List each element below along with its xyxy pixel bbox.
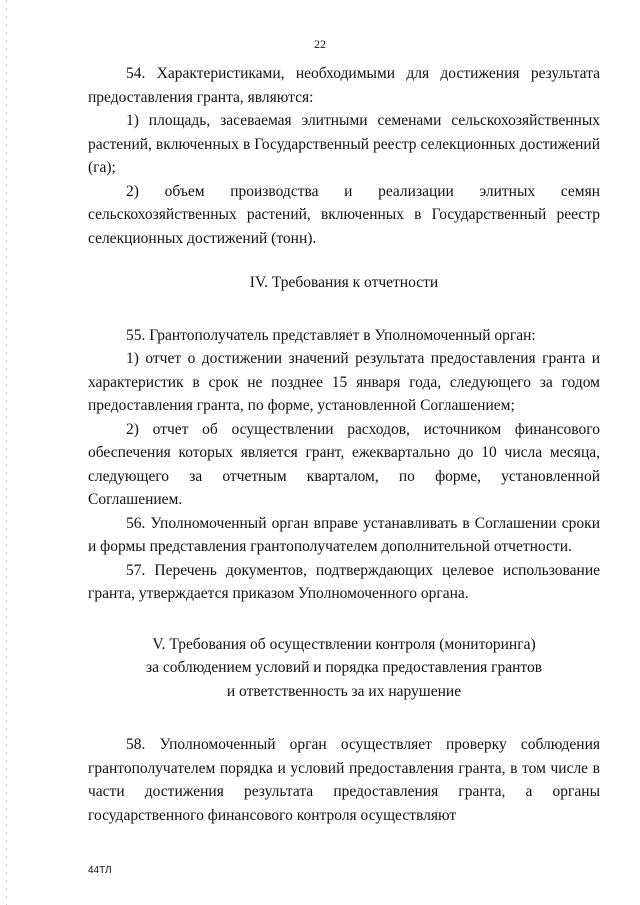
paragraph-54-item-2: 2) объем производства и реализации элитных семян сельскохозяйственных растений, включенных в Государственный реестр селекционных достижений (тонн). bbox=[88, 182, 600, 247]
paragraph-55-item-2: 2) отчет об осуществлении расходов, источником финансового обеспечения которых является грант, ежеквартально до 10 числа месяца, следующего за отчетным кварталом, по форме, установленной Соглашением. bbox=[88, 420, 600, 508]
paragraph-54-item-1: 1) площадь, засеваемая элитными семенами сельскохозяйственных растений, включенных в Государственный реестр селекционных достижений (га); bbox=[88, 112, 600, 176]
section-iv-heading: IV. Требования к отчетности bbox=[249, 274, 439, 291]
section-v-heading-line-1: V. Требования об осуществлении контроля (мониторинга) bbox=[152, 635, 536, 653]
paragraph-58: 58. Уполномоченный орган осуществляет проверку соблюдения грантополучателем порядка и условий предоставления гранта, в том числе в части достижения результата предоставления гранта, а органы государственного финансового контроля осуществляют bbox=[88, 736, 600, 824]
paragraph-57: 57. Перечень документов, подтверждающих целевое использование гранта, утверждается приказом Уполномоченного органа. bbox=[88, 561, 600, 602]
paragraph-55-item-1: 1) отчет о достижении значений результата предоставления гранта и характеристик в срок не позднее 15 января года, следующего за годом предоставления гранта, по форме, установленной Соглашением; bbox=[88, 350, 600, 414]
section-v-heading-line-3: и ответственность за их нарушение bbox=[226, 682, 462, 700]
section-v-heading-line-2: за соблюдением условий и порядка предоставления грантов bbox=[145, 659, 543, 676]
paragraph-54: 54. Характеристиками, необходимыми для достижения результата предоставления гранта, являются: bbox=[88, 65, 600, 106]
paragraph-56: 56. Уполномоченный орган вправе устанавливать в Соглашении сроки и формы представления грантополучателем дополнительной отчетности. bbox=[88, 514, 600, 555]
page-number: 22 bbox=[314, 37, 326, 51]
scan-edge-line bbox=[6, 0, 7, 905]
document-body bbox=[88, 62, 600, 827]
document-code: 44ТЛ bbox=[88, 865, 112, 876]
paragraph-55: 55. Грантополучатель представляет в Уполномоченный орган: bbox=[126, 326, 536, 344]
